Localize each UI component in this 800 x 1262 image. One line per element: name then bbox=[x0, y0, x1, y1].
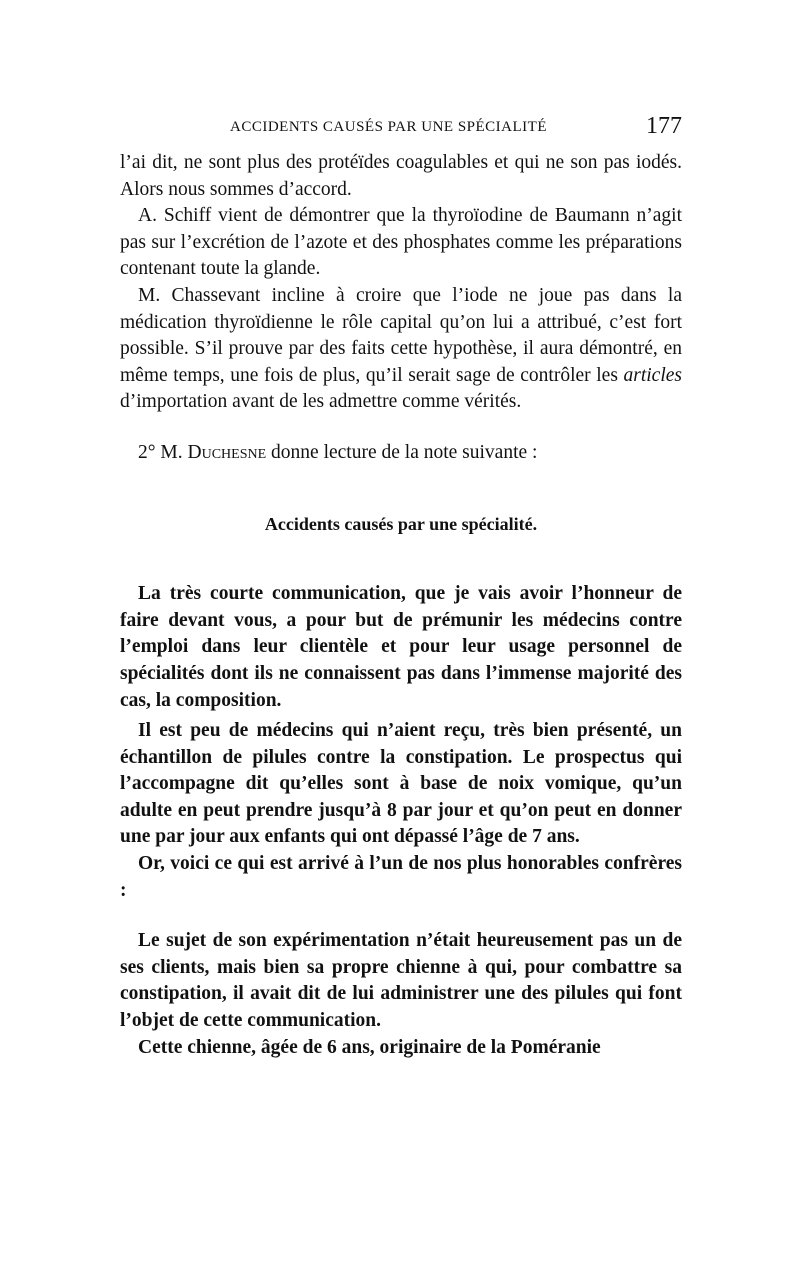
paragraph-experiment: Le sujet de son expérimentation n’était heureusement pas un de ses clients, mais bien sa propre chienne à qui, pour combattre sa constipation, il avait dit de lui administrer une des pilules qui font l’objet de cette communication. bbox=[120, 930, 682, 1032]
spacer bbox=[120, 467, 682, 511]
paragraph-chassevant-text-b: d’importation avant de les admettre comme vérités. bbox=[120, 391, 522, 413]
page-number: 177 bbox=[646, 113, 682, 139]
running-title: ACCIDENTS CAUSÉS PAR UNE SPÉCIALITÉ bbox=[230, 119, 547, 135]
item-number: 2° M. bbox=[138, 441, 188, 463]
paragraph-chassevant bbox=[120, 283, 682, 416]
emphasis-articles: articles bbox=[623, 364, 682, 386]
paragraph-pills: Il est peu de médecins qui n’aient reçu, très bien présenté, un échantillon de pilules contre la constipation. Le prospectus qui l’accompagne dit qu’elles sont à base de noix vomique, qu’un adulte en peut prendre jusqu’à 8 par jour et qu’on peut en donner une par jour aux enfants qui ont dépassé l’âge de 7 ans. bbox=[120, 720, 682, 848]
running-header bbox=[120, 113, 682, 143]
paragraph-incident: Or, voici ce qui est arrivé à l’un de nos plus honorables confrères : bbox=[120, 853, 682, 901]
spacer bbox=[120, 904, 682, 928]
spacer bbox=[120, 537, 682, 581]
paragraph-purpose: La très courte communication, que je vais avoir l’honneur de faire devant vous, a pour but de prémunir les médecins contre l’emploi dans leur clientèle et pour leur usage personnel de spécialités dont ils ne connaissent pas dans l’immense majorité des cas, la composition. bbox=[120, 583, 682, 711]
paragraph-continuation: l’ai dit, ne sont plus des protéïdes coagulables et qui ne son pas iodés. Alors nous sommes d’accord. bbox=[120, 152, 682, 200]
body-text bbox=[120, 150, 682, 1061]
speaker-name: Duchesne bbox=[187, 441, 267, 463]
paragraph-chassevant-text-a: M. Chassevant incline à croire que l’iode ne joue pas dans la médication thyroïdienne le rôle capital qu’on lui a attribué, c’est fort possible. S’il prouve par des faits cette hypothèse, il aura démontré, en même temps, une fois de plus, qu’il serait sage de contrôler les bbox=[120, 284, 682, 386]
section-heading: Accidents causés par une spécialité. bbox=[264, 513, 538, 534]
paragraph-schiff: A. Schiff vient de démontrer que la thyroïodine de Baumann n’agit pas sur l’excrétion de l’azote et des phosphates comme les préparations contenant toute la glande. bbox=[120, 205, 682, 280]
spacer bbox=[120, 416, 682, 440]
paragraph-duchesne-intro bbox=[120, 440, 682, 467]
intro-text: donne lecture de la note suivante : bbox=[266, 441, 538, 463]
paragraph-dog: Cette chienne, âgée de 6 ans, originaire de la Poméranie bbox=[138, 1036, 601, 1058]
